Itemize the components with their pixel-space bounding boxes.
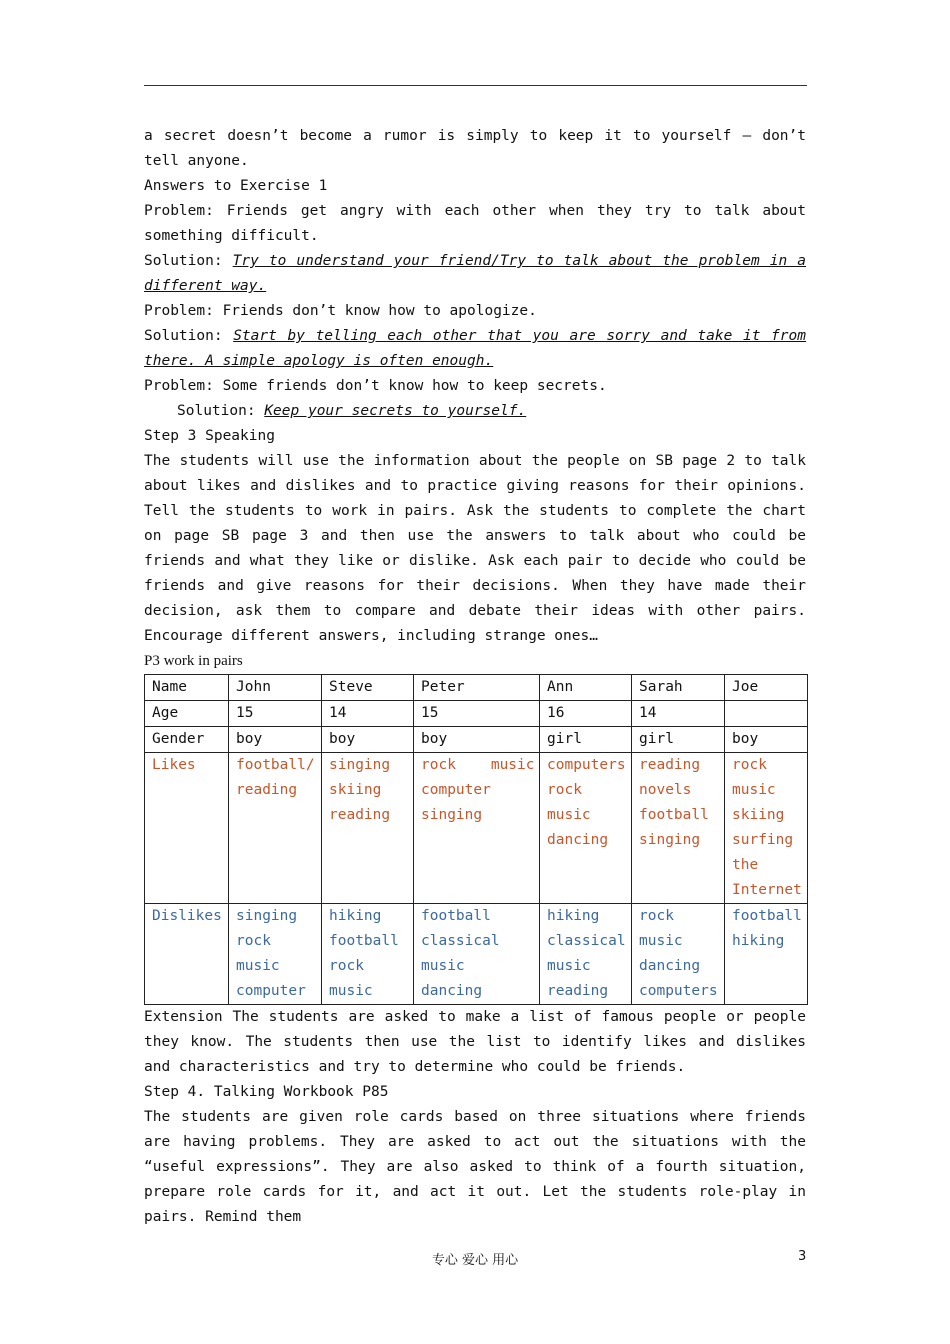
cell-likes (229, 753, 322, 904)
solution-label: Solution: (144, 328, 234, 344)
likes-item: skiing (732, 807, 785, 823)
likes-item: football/ (236, 757, 315, 773)
likes-item: singing (329, 757, 391, 773)
row-label: Name (145, 675, 229, 701)
step4-heading: Step 4. Talking Workbook P85 (144, 1084, 389, 1100)
dislikes-item: rock (329, 958, 364, 974)
table-caption: P3 work in pairs (144, 653, 243, 669)
cell-name: Joe (725, 675, 808, 701)
name-row (145, 675, 808, 701)
dislikes-item: music (421, 958, 465, 974)
cell-likes (322, 753, 414, 904)
cell-dislikes (414, 904, 540, 1005)
dislikes-item: football (421, 908, 491, 924)
dislikes-item: dancing (639, 958, 701, 974)
cell-age: 14 (322, 701, 414, 727)
dislikes-item: hiking (732, 933, 785, 949)
age-row (145, 701, 808, 727)
dislikes-item: music (236, 958, 280, 974)
cell-gender: girl (632, 727, 725, 753)
step4-body: The students are given role cards based on three situations where friends are having problems. They are asked to act out the situations with the “useful expressions”. They are also asked to think of a fourth situation, prepare role cards for it, and act it out. Let the students role-play in pairs. Remind them (144, 1109, 806, 1225)
header-rule (144, 85, 807, 86)
step3-body: The students will use the information about the people on SB page 2 to talk about likes and dislikes and to practice giving reasons for their opinions. Tell the students to work in pairs. Ask the students to complete the chart on page SB page 3 and then use the answers to talk about who could be friends and what they like or dislike. Ask each pair to decide who could be friends and give reasons for their decisions. When they have made their decision, ask them to compare and debate their ideas with other pairs. Encourage different answers, including strange ones… (144, 453, 806, 644)
dislikes-item: music (329, 983, 373, 999)
dislikes-item: football (329, 933, 399, 949)
likes-item: skiing (329, 782, 382, 798)
row-label: Age (145, 701, 229, 727)
dislikes-item: classical (547, 933, 626, 949)
cell-dislikes (632, 904, 725, 1005)
dislikes-item: football (732, 908, 802, 924)
likes-item: reading (329, 807, 391, 823)
cell-gender: boy (322, 727, 414, 753)
cell-likes (725, 753, 808, 904)
page-body (144, 124, 806, 1230)
cell-dislikes (540, 904, 632, 1005)
likes-item: rock (732, 757, 767, 773)
likes-item: computer (421, 782, 491, 798)
likes-item: Internet (732, 882, 802, 898)
footer-motto: 专心 爱心 用心 (431, 1253, 519, 1268)
cell-name: Sarah (632, 675, 725, 701)
intro-line-2: tell anyone. (144, 153, 249, 169)
cell-age: 16 (540, 701, 632, 727)
problem-3: Problem: Some friends don’t know how to keep secrets. (144, 378, 607, 394)
extension: Extension The students are asked to make a list of famous people or people they know. The students then use the list to identify likes and dislikes and characteristics and try to determine who could be friends. (144, 1009, 806, 1075)
solution-2 (144, 324, 806, 374)
dislikes-item: rock (236, 933, 271, 949)
solution-1 (144, 249, 806, 299)
dislikes-item: computers (639, 983, 718, 999)
cell-likes (414, 753, 540, 904)
likes-item: singing (421, 807, 483, 823)
dislikes-item: hiking (329, 908, 382, 924)
likes-item: music (547, 807, 591, 823)
likes-item: rock (547, 782, 582, 798)
cell-age: 15 (229, 701, 322, 727)
cell-gender: boy (725, 727, 808, 753)
cell-name: Ann (540, 675, 632, 701)
row-label: Gender (145, 727, 229, 753)
cell-dislikes (725, 904, 808, 1005)
cell-name: Steve (322, 675, 414, 701)
gender-row (145, 727, 808, 753)
cell-name: John (229, 675, 322, 701)
dislikes-item: music (547, 958, 591, 974)
likes-item: surfing (732, 832, 794, 848)
solution-label: Solution: (177, 403, 265, 419)
solution-3 (144, 399, 806, 424)
likes-item: computers (547, 757, 626, 773)
dislikes-item: classical (421, 933, 500, 949)
row-label: Likes (145, 753, 229, 904)
cell-age (725, 701, 808, 727)
problem-2: Problem: Friends don’t know how to apologize. (144, 303, 537, 319)
dislikes-item: music (639, 933, 683, 949)
page-number: 3 (798, 1249, 807, 1264)
dislikes-item: singing (236, 908, 298, 924)
likes-item: football (639, 807, 709, 823)
cell-likes (540, 753, 632, 904)
likes-item: reading (236, 782, 298, 798)
answers-heading: Answers to Exercise 1 (144, 178, 328, 194)
solution-text: Start by telling each other that you are sorry and take it from there. A simple apology is often enough. (144, 328, 806, 369)
step3-heading: Step 3 Speaking (144, 428, 275, 444)
problem-1: Problem: Friends get angry with each other when they try to talk about something difficult. (144, 203, 806, 244)
solution-label: Solution: (144, 253, 233, 269)
likes-row (145, 753, 808, 904)
solution-text: Keep your secrets to yourself. (264, 403, 527, 419)
cell-likes (632, 753, 725, 904)
likes-item: dancing (547, 832, 609, 848)
likes-item: reading (639, 757, 701, 773)
intro-line-1: a secret doesn’t become a rumor is simply to keep it to yourself — don’t (144, 128, 806, 144)
likes-item: singing (639, 832, 701, 848)
cell-gender: boy (229, 727, 322, 753)
likes-item: the (732, 857, 759, 873)
dislikes-item: hiking (547, 908, 600, 924)
likes-item: rock music (421, 757, 535, 773)
likes-item: novels (639, 782, 692, 798)
solution-text: Try to understand your friend/Try to talk about the problem in a different way. (144, 253, 806, 294)
dislikes-item: dancing (421, 983, 483, 999)
row-label: Dislikes (145, 904, 229, 1005)
dislikes-item: rock (639, 908, 674, 924)
dislikes-row (145, 904, 808, 1005)
likes-item: music (732, 782, 776, 798)
cell-name: Peter (414, 675, 540, 701)
dislikes-item: computer (236, 983, 306, 999)
likes-dislikes-table (144, 674, 808, 1005)
cell-dislikes (229, 904, 322, 1005)
cell-gender: boy (414, 727, 540, 753)
cell-gender: girl (540, 727, 632, 753)
cell-dislikes (322, 904, 414, 1005)
cell-age: 14 (632, 701, 725, 727)
dislikes-item: reading (547, 983, 609, 999)
cell-age: 15 (414, 701, 540, 727)
